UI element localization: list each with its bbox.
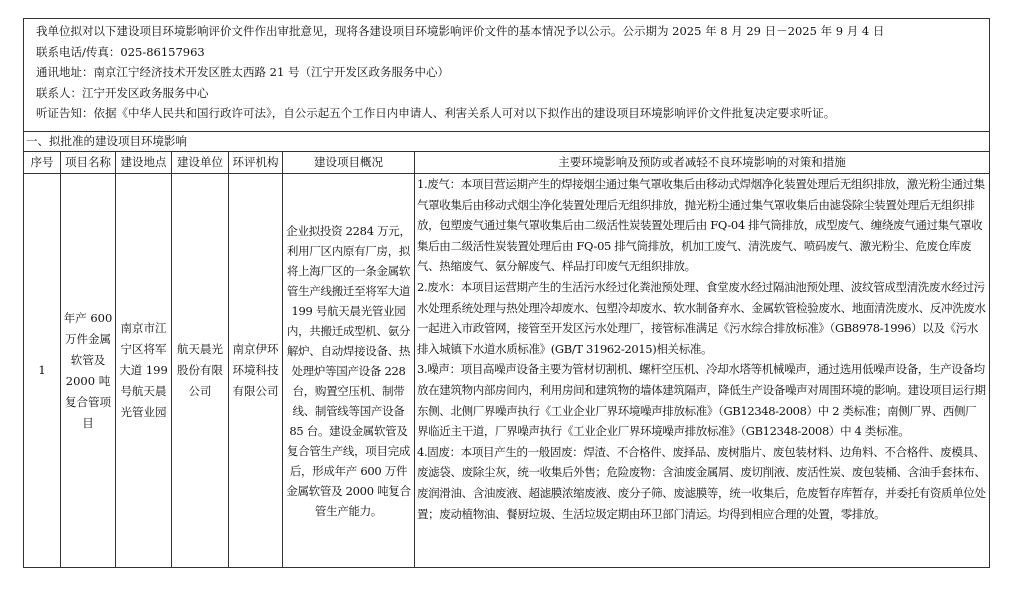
header-unit: 建设单位 (172, 152, 229, 174)
cell-measures (415, 174, 990, 568)
measure-solid: 4.固废：本项目产生的一般固废：焊渣、不合格件、废择品、废树脂片、废包装材料、边角料、不合格件、废模具、废滤袋、废除尘灰，统一收集后外售；危险废物：含油废金属屑、废切削液、废活性炭、废包装桶、含油手套抹布、废润滑油、含油废液、超滤膜浓缩废液、废分子筛、废滤膜等，统一收集后，危废暂存库暂存，并委托有资质单位处置；废动植物油、餐厨垃圾、生活垃圾定期由环卫部门清运。均得到相应合理的处置，零排放。 (417, 444, 986, 521)
cell-unit: 航天晨光股份有限公司 (172, 174, 229, 568)
cell-overview: 企业拟投资 2284 万元，利用厂区内原有厂房，拟将上海厂区的一条金属软管生产线搬迁至将军大道 199 号航天晨光管业园内，共搬迁成型机、氨分解炉、自动焊接设备、热处理炉等国产设备 228 台，购置空压机、制带线、制管线等国产设备 85 台。建设金属软管及复合管生产线，项目完成后，形成年产 600 万件金属软管及 2000 吨复合管生产能力。 (283, 174, 415, 568)
table-header-row (24, 152, 990, 174)
measure-gas: 1.废气：本项目营运期产生的焊接烟尘通过集气罩收集后由移动式焊烟净化装置处理后无组织排放，激光粉尘通过集气罩收集后由移动式烟尘净化装置处理后无组织排放，抛光粉尘通过集气罩收集后由滤袋除尘装置处理后无组织排放，包塑废气通过集气罩收集后由二级活性炭装置处理后由 FQ-04 排气筒排放，成型废气、缠绕废气通过集气罩收集后由二级活性炭装置处理后由 FQ-05 排气筒排放，机加工废气、清洗废气、喷码废气、激光粉尘、危废仓库废气、热缩废气、氨分解废气、样品打印废气无组织排放。 (417, 177, 985, 274)
intro-announcement: 我单位拟对以下建设项目环境影响评价文件作出审批意见，现将各建设项目环境影响评价文件的基本情况予以公示。公示期为 2025 年 8 月 29 日－2025 年 9 月 4 日 (36, 24, 885, 38)
intro-block (24, 19, 990, 132)
intro-phone: 联系电话/传真：025-86157963 (36, 44, 205, 59)
header-agency: 环评机构 (229, 152, 283, 174)
header-measures: 主要环境影响及预防或者减轻不良环境影响的对策和措施 (415, 152, 990, 174)
header-overview: 建设项目概况 (283, 152, 415, 174)
intro-contact: 联系人：江宁开发区政务服务中心 (36, 85, 209, 100)
measure-water: 2.废水：本项目运营期产生的生活污水经过化粪池预处理、食堂废水经过隔油池预处理、波纹管成型清洗废水经过污水处理系统处理与热处理冷却废水、包塑冷却废水、软水制备弃水、金属软管检验废水、地面清洗废水、反冲洗废水一起进入市政管网，接管至开发区污水处理厂，接管标准满足《污水综合排放标准》（GB8978-1996）以及《污水排入城镇下水道水质标准》(GB/T 31962-2015)相关标准。 (417, 279, 986, 356)
header-seq: 序号 (24, 152, 61, 174)
intro-hearing-notice: 听证告知：依据《中华人民共和国行政许可法》，自公示起五个工作日内申请人、利害关系人可对以下拟作出的建设项目环境影响评价文件批复决定要求听证。 (36, 106, 836, 120)
cell-location: 南京市江宁区将军大道 199 号航天晨光管业园 (116, 174, 172, 568)
header-name: 项目名称 (61, 152, 116, 174)
cell-name: 年产 600 万件金属软管及 2000 吨复合管项目 (61, 174, 116, 568)
cell-seq: 1 (24, 174, 61, 568)
cell-agency: 南京伊环环境科技有限公司 (229, 174, 283, 568)
section-title: 一、拟批准的建设项目环境影响 (24, 132, 990, 152)
header-location: 建设地点 (116, 152, 172, 174)
notice-table (23, 18, 990, 568)
table-row (24, 174, 990, 568)
intro-address: 通讯地址：南京江宁经济技术开发区胜太西路 21 号（江宁开发区政务服务中心） (36, 65, 449, 79)
measure-noise: 3.噪声：项目高噪声设备主要为管材切割机、螺杆空压机、冷却水塔等机械噪声，通过选用低噪声设备，生产设备均放在建筑物内部房间内，利用房间和建筑物的墙体建筑隔声，降低生产设备噪声对周围环境的影响。建设项目运行期东侧、北侧厂界噪声执行《工业企业厂界环境噪声排放标准》（GB12348-2008）中 2 类标准；南侧厂界、西侧厂界临近主干道，厂界噪声执行《工业企业厂界环境噪声排放标准》（GB12348-2008）中 4 类标准。 (417, 362, 986, 439)
